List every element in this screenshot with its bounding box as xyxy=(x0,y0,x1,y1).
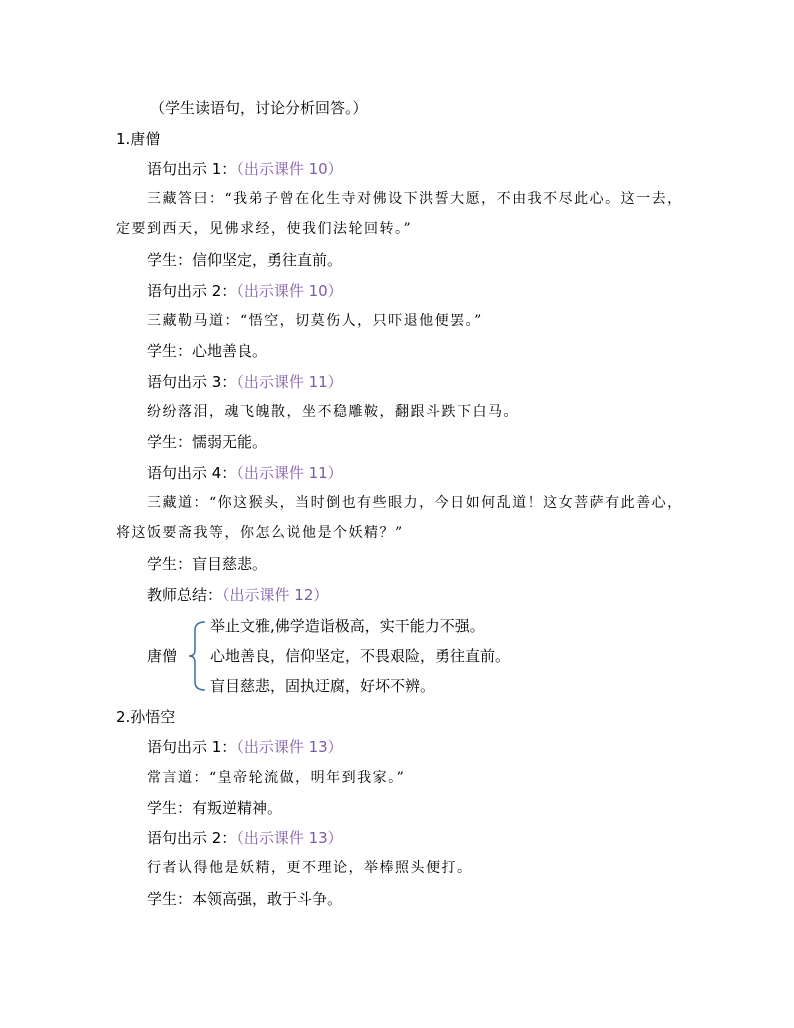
brace-icon xyxy=(188,620,206,692)
sentence-4-heading xyxy=(147,462,343,484)
student-answer: 学生：心地善良。 xyxy=(147,342,268,360)
sentence-label: 语句出示 4： xyxy=(147,464,237,482)
summary-item: 举止文雅,佛学造诣极高，实干能力不强。 xyxy=(210,617,485,635)
quote-line: 三藏勒马道：“悟空，切莫伤人，只吓退他便罢。” xyxy=(147,313,483,329)
teacher-summary-heading xyxy=(147,584,328,606)
courseware-ref: （出示课件 11） xyxy=(236,464,343,482)
quote-line: 行者认得他是妖精，更不理论，举棒照头便打。 xyxy=(147,860,473,876)
courseware-ref: （出示课件 10） xyxy=(236,282,343,300)
sentence-2-heading xyxy=(147,280,343,302)
sentence-label: 语句出示 2： xyxy=(147,282,237,300)
sentence-1-heading xyxy=(147,158,343,180)
summary-label: 教师总结： xyxy=(147,586,223,604)
summary-item: 心地善良，信仰坚定，不畏艰险，勇往直前。 xyxy=(210,647,511,665)
quote-line: 将这饭要斋我等，你怎么说他是个妖精？” xyxy=(116,525,404,541)
quote-line: 常言道：“皇帝轮流做，明年到我家。” xyxy=(147,770,406,786)
courseware-ref: （出示课件 13） xyxy=(236,738,343,756)
summary-item: 盲目慈悲，固执迂腐，好坏不辨。 xyxy=(210,677,436,695)
sentence-label: 语句出示 1： xyxy=(147,738,237,756)
student-answer: 学生：懦弱无能。 xyxy=(147,433,268,451)
sentence-label: 语句出示 3： xyxy=(147,373,237,391)
sentence-label: 语句出示 2： xyxy=(147,829,237,847)
sentence-3-heading xyxy=(147,371,343,393)
quote-line: 定要到西天，见佛求经，使我们法轮回转。” xyxy=(116,221,413,237)
student-answer: 学生：信仰坚定，勇往直前。 xyxy=(147,251,343,269)
quote-line: 三藏答曰：“我弟子曾在化生寺对佛设下洪誓大愿，不由我不尽此心。这一去， xyxy=(147,191,683,207)
summary-character-name: 唐僧 xyxy=(147,647,178,665)
courseware-ref: （出示课件 10） xyxy=(236,160,343,178)
sentence-1-heading xyxy=(147,736,343,758)
courseware-ref: （出示课件 13） xyxy=(236,829,343,847)
student-answer: 学生：盲目慈悲。 xyxy=(147,555,268,573)
courseware-ref: （出示课件 12） xyxy=(222,586,329,604)
quote-line: 纷纷落泪，魂飞魄散，坐不稳雕鞍，翻跟斗跌下白马。 xyxy=(147,404,519,420)
student-answer: 学生：本领高强，敢于斗争。 xyxy=(147,890,343,908)
sentence-2-heading xyxy=(147,827,343,849)
section-title-tang-seng: 1.唐僧 xyxy=(116,130,161,148)
section-title-sun-wukong: 2.孙悟空 xyxy=(116,708,176,726)
courseware-ref: （出示课件 11） xyxy=(236,373,343,391)
student-answer: 学生：有叛逆精神。 xyxy=(147,799,283,817)
intro-text: （学生读语句，讨论分析回答。） xyxy=(150,99,368,117)
quote-line: 三藏道：“你这猴头，当时倒也有些眼力，今日如何乱道！这女菩萨有此善心， xyxy=(147,495,683,511)
sentence-label: 语句出示 1： xyxy=(147,160,237,178)
